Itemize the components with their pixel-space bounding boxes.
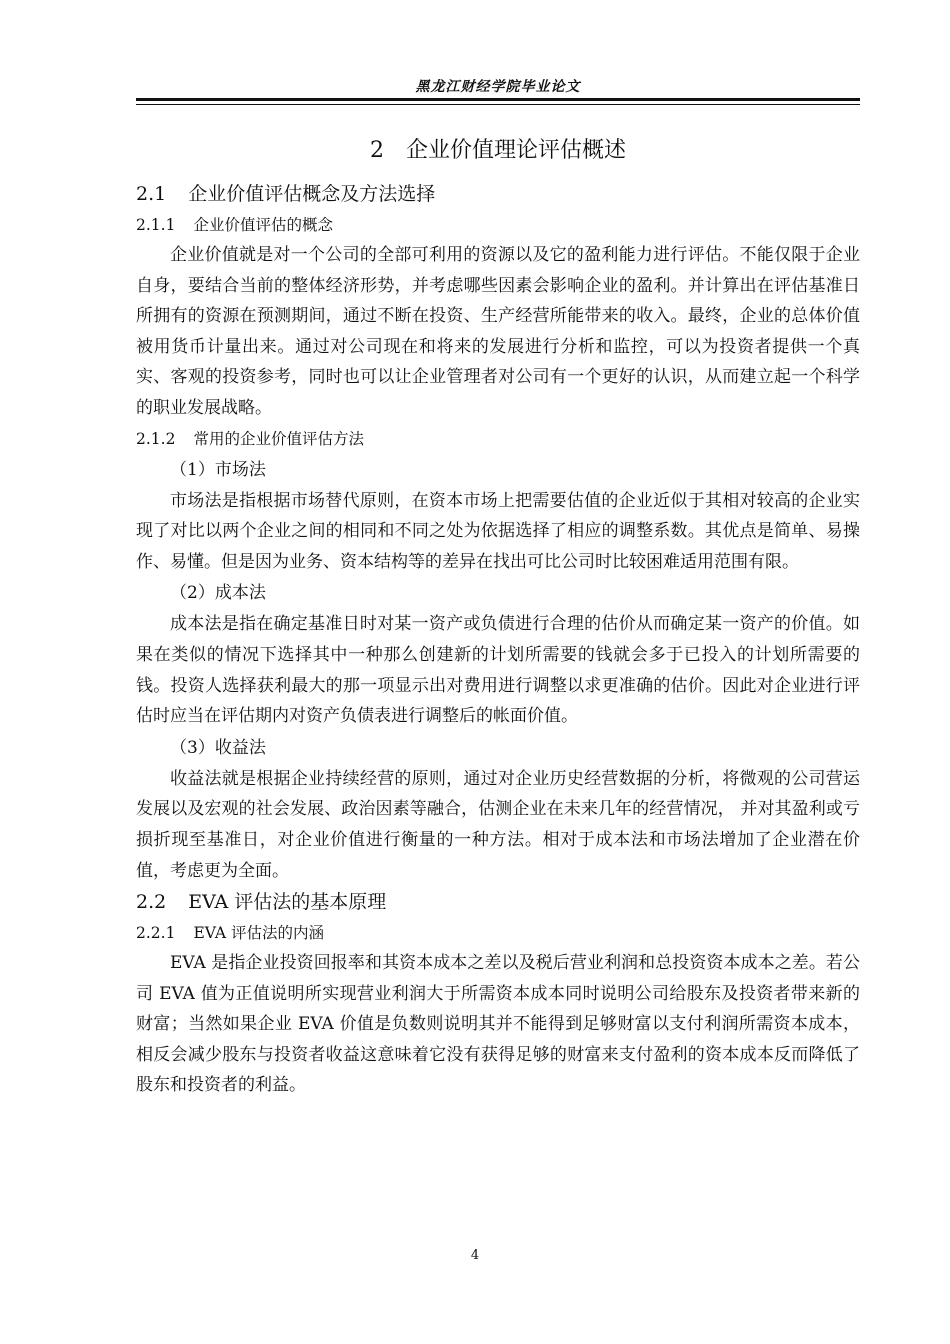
section-title: 企业价值评估概念及方法选择 — [188, 183, 436, 205]
paragraph-market-method: 市场法是指根据市场替代原则，在资本市场上把需要估值的企业近似于其相对较高的企业实现了对比以两个企业之间的相同和不同之处为依据选择了相应的调整系数。其优点是简单、易操作、易懂。但是因为业务、资本结构等的差异在找出可比公司时比较困难适用范围有限。 — [136, 490, 860, 572]
subsection-title: 企业价值评估的概念 — [193, 216, 333, 234]
chapter-title — [136, 128, 860, 178]
paragraph-cost-method: 成本法是指在确定基准日时对某一资产或负债进行合理的估价从而确定某一资产的价值。如果在类似的情况下选择其中一种那么创建新的计划所需要的钱就会多于已投入的计划所需要的钱。投资人选择获利最大的那一项显示出对费用进行调整以求更准确的估价。因此对企业进行评估时应当在评估期内对资产负债表进行调整后的帐面价值。 — [136, 614, 860, 727]
chapter-number: 2 — [369, 138, 384, 163]
subsection-title: 常用的企业价值评估方法 — [193, 429, 364, 448]
chapter-title-text: 企业价值理论评估概述 — [405, 138, 626, 163]
subsection-heading-2-1-1 — [136, 210, 860, 240]
subsection-heading-2-2-1 — [136, 918, 860, 948]
section-number: 2.1 — [136, 183, 167, 205]
page-body — [136, 128, 860, 1101]
method-label-cost: （2）成本法 — [170, 583, 266, 604]
paragraph-eva-meaning: EVA 是指企业投资回报率和其资本成本之差以及税后营业利润和总投资资本成本之差。若公司 EVA 值为正值说明所实现营业利润大于所需资本成本同时说明公司给股东及投资者带来新的财富；当然如果企业 EVA 价值是负数则说明其并不能得到足够财富以支付利润所需资本成本，相反会减少股东与投资者收益这意味着它没有获得足够的财富来支付盈利的资本成本反而降低了股东和投资者的利益。 — [136, 953, 860, 1096]
subsection-heading-2-1-2 — [136, 424, 860, 454]
section-title: EVA 评估法的基本原理 — [188, 891, 387, 914]
subsection-number: 2.1.2 — [136, 429, 176, 448]
section-heading-2-2 — [136, 886, 860, 918]
header-rule-thin — [136, 104, 860, 105]
section-number: 2.2 — [136, 891, 167, 914]
subsection-number: 2.1.1 — [136, 216, 176, 234]
header-rule-thick — [136, 98, 860, 101]
paragraph-income-method: 收益法就是根据企业持续经营的原则，通过对企业历史经营数据的分析，将微观的公司营运发展以及宏观的社会发展、政治因素等融合，估测企业在未来几年的经营情况， 并对其盈利或亏损折现至基准日，对企业价值进行衡量的一种方法。相对于成本法和市场法增加了企业潜在价值，考虑更为全面。 — [136, 768, 860, 881]
method-label-income: （3）收益法 — [170, 737, 266, 758]
page-number: 4 — [470, 1248, 480, 1263]
subsection-title: EVA 评估法的内涵 — [193, 924, 325, 943]
method-label-market: （1）市场法 — [170, 459, 266, 480]
section-heading-2-1 — [136, 178, 860, 210]
subsection-number: 2.2.1 — [136, 924, 176, 943]
paragraph-valuation-concept: 企业价值就是对一个公司的全部可利用的资源以及它的盈利能力进行评估。不能仅限于企业自身，要结合当前的整体经济形势，并考虑哪些因素会影响企业的盈利。并计算出在评估基准日所拥有的资源在预测期间，通过不断在投资、生产经营所能带来的收入。最终，企业的总体价值被用货币计量出来。通过对公司现在和将来的发展进行分析和监控，可以为投资者提供一个真实、客观的投资参考，同时也可以让企业管理者对公司有一个更好的认识，从而建立起一个科学的职业发展战略。 — [136, 245, 860, 418]
running-header: 黑龙江财经学院毕业论文 — [415, 79, 581, 95]
